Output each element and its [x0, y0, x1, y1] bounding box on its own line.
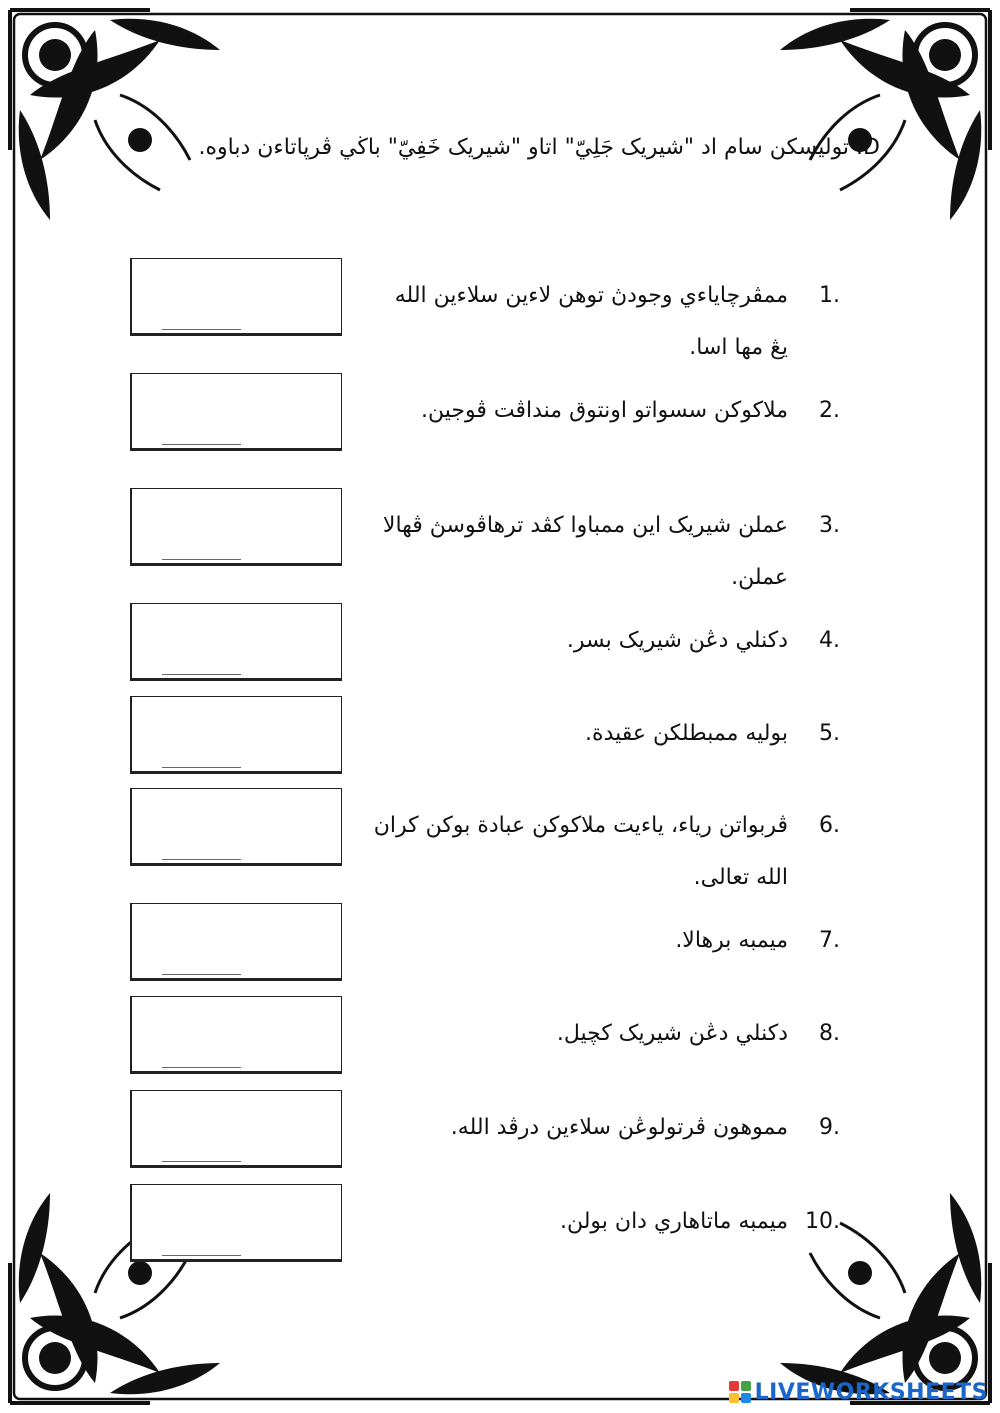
question-text: عملن شيريک اين ممباوا کڤد ترهاڤوسڽ ڤهالا عملن. [382, 513, 788, 590]
answer-box[interactable] [130, 373, 342, 451]
question-text: ملاکوکن سسواتو اونتوق منداڤت ڤوجين. [421, 398, 788, 423]
answer-box[interactable] [130, 488, 342, 566]
corner-ornament-top-left [10, 10, 220, 220]
question-number: 5. [819, 721, 840, 746]
question-text: بوليه ممبطلکن عقيدة. [585, 721, 788, 746]
answer-box[interactable] [130, 996, 342, 1074]
question-text: مموهون ڤرتولوڠن سلاءين درڤد الله. [450, 1115, 788, 1140]
question-item [0, 385, 1000, 475]
question-number: 3. [819, 513, 840, 538]
question-number: 6. [819, 813, 840, 838]
answer-box[interactable] [130, 1090, 342, 1168]
liveworksheets-logo[interactable] [729, 1379, 988, 1405]
answer-box[interactable] [130, 258, 342, 336]
answer-box[interactable] [130, 696, 342, 774]
question-text: ميمبه برهالا. [675, 928, 788, 953]
corner-ornament-top-right [780, 10, 990, 220]
brand-name: LIVEWORKSHEETS [754, 1379, 988, 1405]
logo-square [741, 1393, 751, 1403]
logo-square [741, 1381, 751, 1391]
answer-box[interactable] [130, 603, 342, 681]
logo-square [729, 1381, 739, 1391]
question-text: ڤربواتن رياء، ياءيت ملاکوکن عبادة بوکن کران الله تعالى. [373, 813, 788, 890]
question-text: ممڤرچاياءي وجودڽ توهن لاءين سلاءين الله يڠ مها اسا. [394, 283, 788, 360]
liveworksheets-logo-icon [729, 1381, 751, 1403]
question-number: 2. [819, 398, 840, 423]
question-item [0, 270, 1000, 360]
question-number: 1. [819, 283, 840, 308]
question-item [0, 1008, 1000, 1098]
question-text: دکنلي دڠن شيريک بسر. [566, 628, 788, 653]
question-number: 8. [819, 1021, 840, 1046]
question-item [0, 915, 1000, 1005]
answer-box[interactable] [130, 903, 342, 981]
question-number: 7. [819, 928, 840, 953]
answer-box[interactable] [130, 1184, 342, 1262]
question-item [0, 615, 1000, 705]
question-number: 10. [805, 1209, 840, 1234]
question-number: 9. [819, 1115, 840, 1140]
question-item [0, 1102, 1000, 1192]
question-text: دکنلي دڠن شيريک کچيل. [556, 1021, 788, 1046]
question-text: ميمبه ماتاهاري دان بولن. [559, 1209, 788, 1234]
instruction-text: D. توليسکن سام اد "شيريک جَلِيّ" اتاو "شيريک خَفِيّ" باڬي ڤرڽاتاءن دباوه. [198, 135, 880, 160]
question-item [0, 708, 1000, 798]
answer-box[interactable] [130, 788, 342, 866]
logo-square [729, 1393, 739, 1403]
question-item [0, 500, 1000, 590]
question-item [0, 800, 1000, 890]
question-item [0, 1196, 1000, 1286]
question-number: 4. [819, 628, 840, 653]
